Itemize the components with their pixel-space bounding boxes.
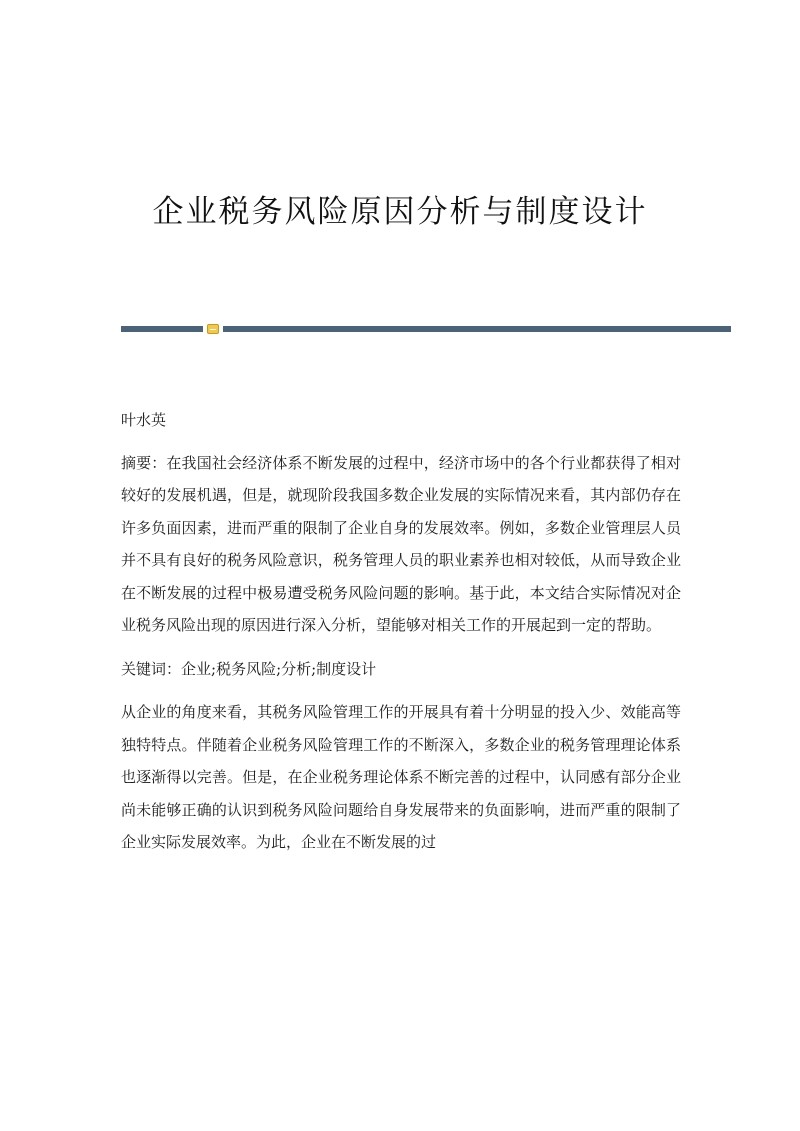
title-divider [121,324,731,334]
divider-bar-left [121,326,203,332]
document-content [121,404,681,859]
keywords-label: 关键词： [121,659,182,678]
document-title: 企业税务风险原因分析与制度设计 [152,194,648,230]
abstract-label: 摘要： [121,453,167,472]
body-paragraph: 从企业的角度来看，其税务风险管理工作的开展具有着十分明显的投入少、效能高等独特特点。伴随着企业税务风险管理工作的不断深入，多数企业的税务管理理论体系也逐渐得以完善。但是，在企业税务理论体系不断完善的过程中，认同感有部分企业尚未能够正确的认识到税务风险问题给自身发展带来的负面影响，进而严重的限制了企业实际发展效率。为此，企业在不断发展的过 [121,703,681,851]
decorative-emblem-icon [207,324,219,334]
author-name: 叶水英 [121,411,167,429]
keywords-text: 企业;税务风险;分析;制度设计 [181,659,377,678]
abstract-text: 在我国社会经济体系不断发展的过程中，经济市场中的各个行业都获得了相对较好的发展机遇，但是，就现阶段我国多数企业发展的实际情况来看，其内部仍存在许多负面因素，进而严重的限制了企业自身的发展效率。例如，多数企业管理层人员并不具有良好的税务风险意识，税务管理人员的职业素养也相对较低，从而导致企业在不断发展的过程中极易遭受税务风险问题的影响。基于此，本文结合实际情况对企业税务风险出现的原因进行深入分析，望能够对相关工作的开展起到一定的帮助。 [121,453,681,634]
divider-bar-right [223,326,731,332]
abstract-paragraph [121,447,681,642]
keywords-line [121,653,681,686]
